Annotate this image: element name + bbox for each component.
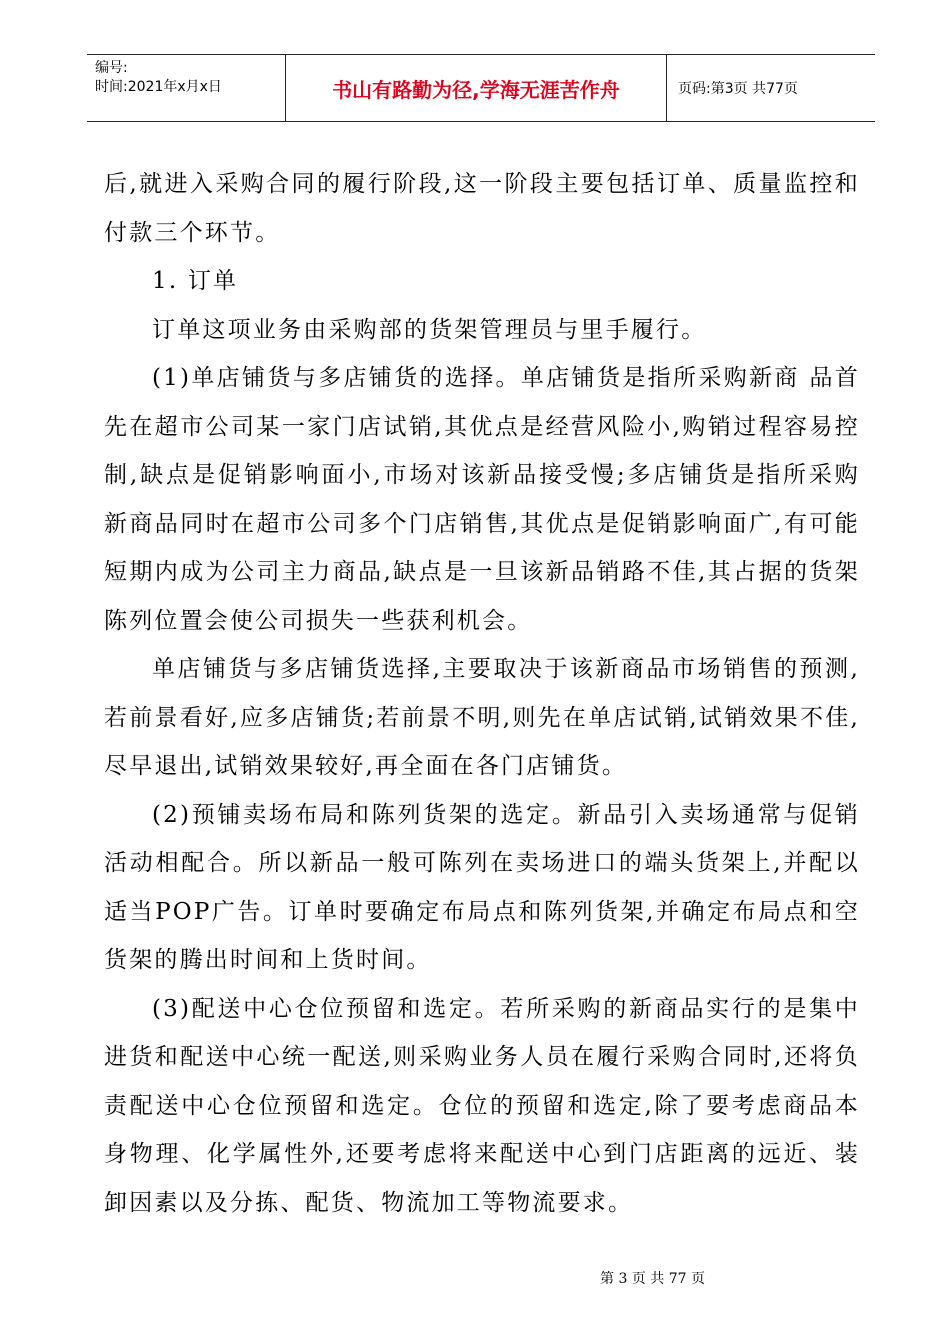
- paragraph: (1)单店铺货与多店铺货的选择。单店铺货是指所采购新商 品首先在超市公司某一家门店试销,其优点是经营风险小,购销过程容易控制,缺点是促销影响面小,市场对该新品接受慢;多店铺货是指所采购新商品同时在超市公司多个门店销售,其优点是促销影响面广,有可能短期内成为公司主力商品,缺点是一旦该新品销路不佳,其占据的货架陈列位置会使公司损失一些获利机会。: [104, 365, 860, 634]
- paragraph-continuation: 后,就进入采购合同的履行阶段,这一阶段主要包括订单、质量监控和付款三个环节。: [104, 171, 860, 246]
- paragraph: 单店铺货与多店铺货选择,主要取决于该新商品市场销售的预测,若前景看好,应多店铺货;若前景不明,则先在单店试销,试销效果不佳,尽早退出,试销效果较好,再全面在各门店铺货。: [104, 656, 860, 779]
- header-time-label: 时间:2021年x月x日: [95, 79, 222, 95]
- page-header: [87, 54, 875, 122]
- paragraph: (2)预铺卖场布局和陈列货架的选定。新品引入卖场通常与促销活动相配合。所以新品一般可陈列在卖场进口的端头货架上,并配以适当POP广告。订单时要确定布局点和陈列货架,并确定布局点和空货架的腾出时间和上货时间。: [104, 801, 860, 973]
- page-footer: 第 3 页 共 77 页: [600, 1271, 705, 1287]
- header-number-label: 编号:: [95, 60, 128, 76]
- header-page-label: 页码:第3页 共77页: [678, 81, 798, 97]
- paragraph: (3)配送中心仓位预留和选定。若所采购的新商品实行的是集中进货和配送中心统一配送,则采购业务人员在履行采购合同时,还将负责配送中心仓位预留和选定。仓位的预留和选定,除了要考虑商品本身物理、化学属性外,还要考虑将来配送中心到门店距离的远近、装卸因素以及分拣、配货、物流加工等物流要求。: [104, 995, 860, 1216]
- paragraph: 订单这项业务由采购部的货架管理员与里手履行。: [152, 316, 707, 343]
- section-heading-order: 1. 订单: [152, 268, 239, 294]
- document-body: [104, 160, 860, 1227]
- header-meta: [95, 59, 222, 97]
- header-motto: 书山有路勤为径,学海无涯苦作舟: [285, 55, 667, 121]
